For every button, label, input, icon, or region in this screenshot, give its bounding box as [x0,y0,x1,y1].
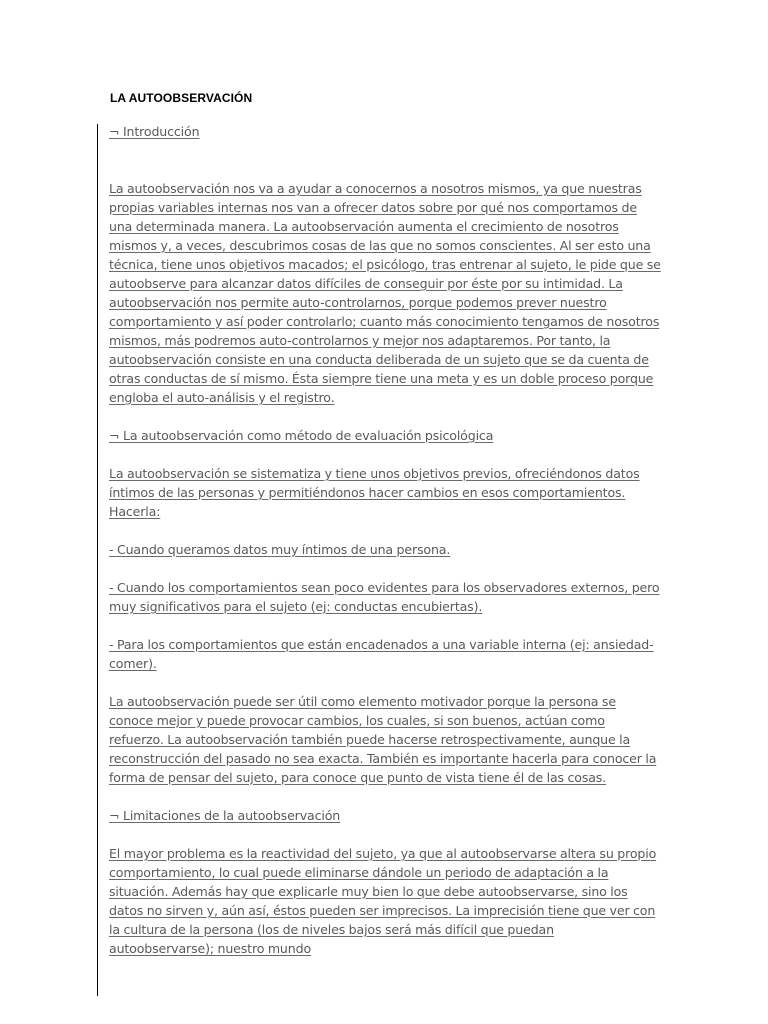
paragraph-introduccion: La autoobservación nos va a ayudar a conocernos a nosotros mismos, ya que nuestras propias variables internas nos van a ofrecer datos sobre por qué nos comportamos de una determinada manera. La autoobservación aumenta el crecimiento de nosotros mismos y, a veces, descubrimos cosas de las que no somos conscientes. Al ser esto una técnica, tiene unos objetivos macados; el psicólogo, tras entrenar al sujeto, le pide que se autoobserve para alcanzar datos difíciles de conseguir por éste por su intimidad. La autoobservación nos permite auto-controlarnos, porque podemos prever nuestro comportamiento y así poder controlarlo; cuanto más conocimiento tengamos de nosotros mismos, más podremos auto-controlarnos y mejor nos adaptaremos. Por tanto, la autoobservación consiste en una conducta deliberada de un sujeto que se da cuenta de otras conductas de sí mismo. Ésta siempre tiene una meta y es un doble proceso porque engloba el auto-análisis y el registro. [109,181,661,405]
list-item-datos-intimos: - Cuando queramos datos muy íntimos de una persona. [109,542,451,557]
section-heading-introduccion: ¬ Introducción [109,124,200,139]
section-heading-metodo-evaluacion: ¬ La autoobservación como método de evaluación psicológica [109,428,494,443]
document-title: LA AUTOOBSERVACIÓN [110,91,253,105]
document-body [109,122,661,977]
section-heading-limitaciones: ¬ Limitaciones de la autoobservación [109,808,341,823]
paragraph-elemento-motivador: La autoobservación puede ser útil como elemento motivador porque la persona se conoce mejor y puede provocar cambios, los cuales, si son buenos, actúan como refuerzo. La autoobservación también puede hacerse retrospectivamente, aunque la reconstrucción del pasado no sea exacta. También es importante hacerla para conocer la forma de pensar del sujeto, para conoce que punto de vista tiene él de las cosas. [109,694,657,785]
list-item-comportamientos-poco-evidentes: - Cuando los comportamientos sean poco evidentes para los observadores externos, pero muy significativos para el sujeto (ej: conductas encubiertas). [109,580,660,614]
list-item-variable-interna: - Para los comportamientos que están encadenados a una variable interna (ej: ansiedad-comer). [109,637,654,671]
paragraph-sistematiza: La autoobservación se sistematiza y tiene unos objetivos previos, ofreciéndonos datos íntimos de las personas y permitiéndonos hacer cambios en esos comportamientos. Hacerla: [109,466,640,519]
paragraph-limitaciones: El mayor problema es la reactividad del sujeto, ya que al autoobservarse altera su propio comportamiento, lo cual puede eliminarse dándole un periodo de adaptación a la situación. Además hay que explicarle muy bien lo que debe autoobservarse, sino los datos no sirven y, aún así, éstos pueden ser imprecisos. La imprecisión tiene que ver con la cultura de la persona (los de niveles bajos será más difícil que puedan autoobservarse); nuestro mundo [109,846,657,956]
revision-change-bar [97,124,98,996]
